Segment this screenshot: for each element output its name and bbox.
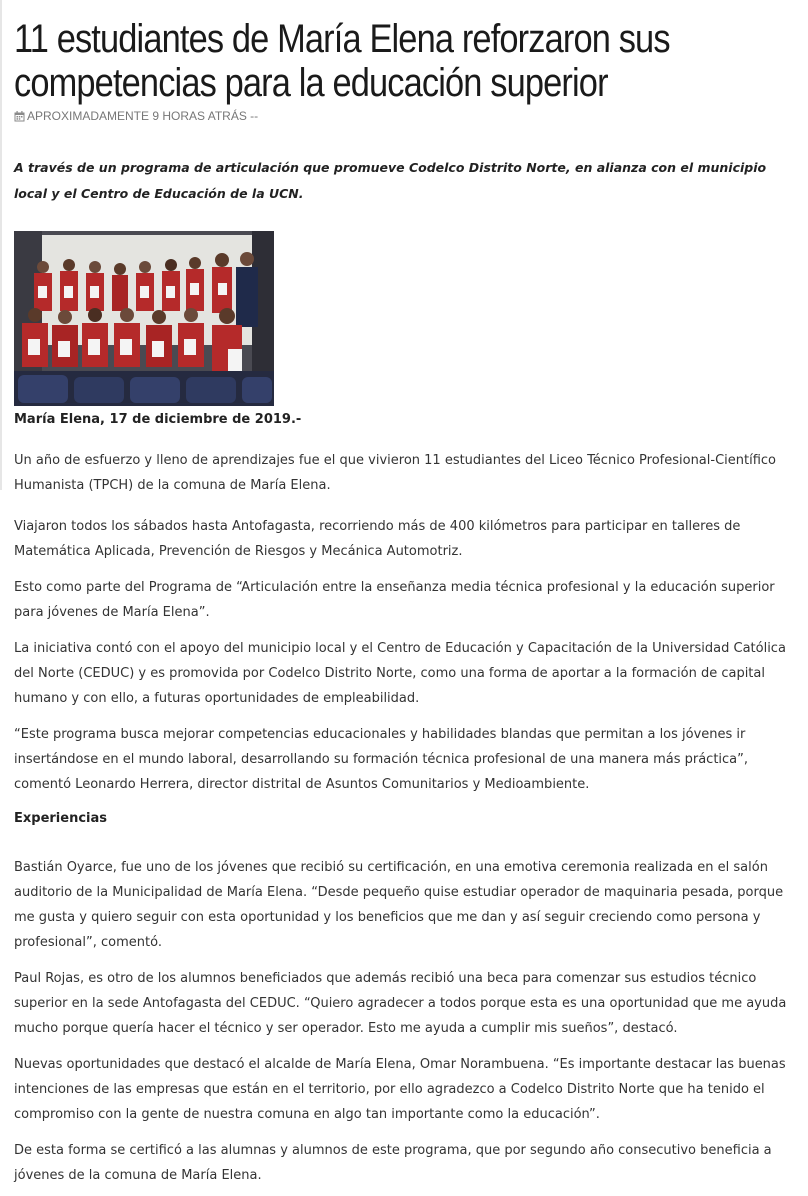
left-rule xyxy=(0,0,2,490)
article xyxy=(14,0,806,1188)
paragraph: Esto como parte del Programa de “Articulación entre la enseñanza media técnica profesional y la educación superior para jóvenes de María Elena”. xyxy=(14,580,775,620)
article-dateline: María Elena, 17 de diciembre de 2019.- xyxy=(14,412,302,427)
paragraph: De esta forma se certificó a las alumnas y alumnos de este programa, que por segundo año consecutivo beneficia a jóvenes de la comuna de María Elena. xyxy=(14,1143,772,1183)
article-title: 11 estudiantes de María Elena reforzaron sus competencias para la educación superior xyxy=(14,17,670,105)
calendar-icon xyxy=(14,111,25,122)
paragraph: Bastián Oyarce, fue uno de los jóvenes que recibió su certificación, en una emotiva ceremonia realizada en el salón auditorio de la Municipalidad de María Elena. “Desde pequeño quise estudiar operador de maquinaria pesada, porque me gusta y quiero seguir con esta oportunidad y los beneficios que me dan y así seguir creciendo como persona y profesional”, comentó. xyxy=(14,860,784,950)
auditorium-seats xyxy=(14,371,274,406)
paragraph: Viajaron todos los sábados hasta Antofagasta, recorriendo más de 400 kilómetros para participar en talleres de Matemática Aplicada, Prevención de Riesgos y Mecánica Automotriz. xyxy=(14,519,741,559)
article-lead: A través de un programa de articulación que promueve Codelco Distrito Norte, en alianza con el municipio local y el Centro de Educación de la UCN. xyxy=(14,160,767,201)
article-meta xyxy=(14,109,806,123)
paragraph: Paul Rojas, es otro de los alumnos beneficiados que además recibió una beca para comenzar sus estudios técnico superior en la sede Antofagasta del CEDUC. “Quiero agradecer a todos porque esta es una oportunidad que me ayuda mucho porque quería hacer el técnico y ser operador. Esto me ayuda a cumplir mis sueños”, destacó. xyxy=(14,971,787,1036)
paragraph: Un año de esfuerzo y lleno de aprendizajes fue el que vivieron 11 estudiantes del Liceo Técnico Profesional-Científico Humanista (TPCH) de la comuna de María Elena. xyxy=(14,453,777,493)
paragraph: Nuevas oportunidades que destacó el alcalde de María Elena, Omar Norambuena. “Es importante destacar las buenas intenciones de las empresas que están en el territorio, por ello agradezco a Codelco Distrito Norte que ha tenido el compromiso con la gente de nuestra comuna en algo tan importante como la educación”. xyxy=(14,1057,786,1122)
article-photo[interactable] xyxy=(14,231,274,406)
paragraph: La iniciativa contó con el apoyo del municipio local y el Centro de Educación y Capacitación de la Universidad Católica del Norte (CEDUC) y es promovida por Codelco Distrito Norte, como una forma de aportar a la formación de capital humano y con ello, a futuras oportunidades de empleabilidad. xyxy=(14,641,786,706)
article-timestamp: APROXIMADAMENTE 9 HORAS ATRÁS -- xyxy=(27,109,259,123)
section-heading: Experiencias xyxy=(14,811,107,826)
paragraph: “Este programa busca mejorar competencias educacionales y habilidades blandas que permitan a los jóvenes ir insertándose en el mundo laboral, desarrollando su formación técnica profesional de una manera más práctica”, comentó Leonardo Herrera, director distrital de Asuntos Comunitarios y Medioambiente. xyxy=(14,727,749,792)
